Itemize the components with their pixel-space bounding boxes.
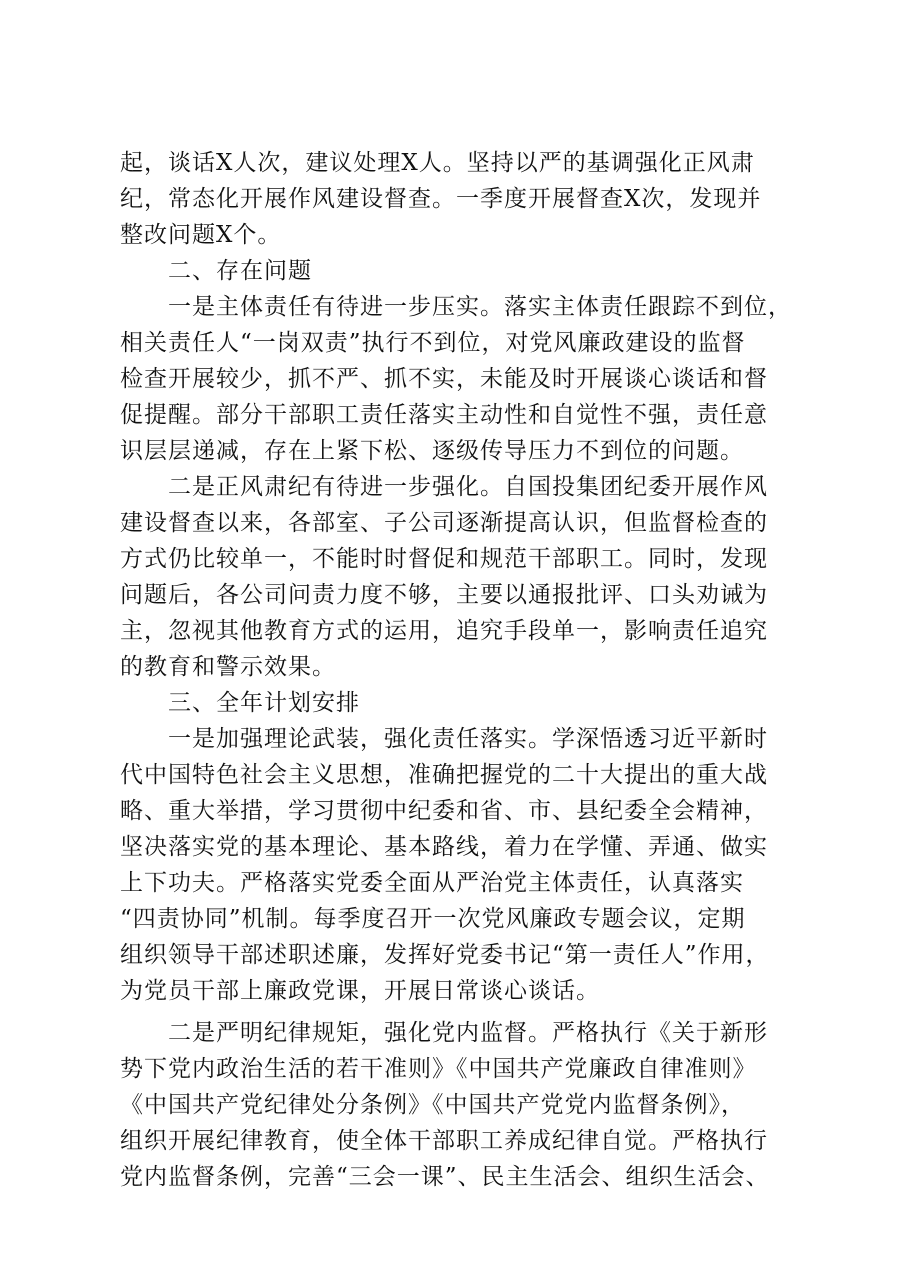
paragraph-start: 一是加强理论武装，强化责任落实。学深悟透习近平新时 <box>168 726 768 752</box>
text-line: 起，谈话Ⅹ人次，建议处理Ⅹ人。坚持以严的基调强化正风肃 <box>120 150 755 176</box>
text-line: 的教育和警示效果。 <box>120 654 336 680</box>
text-line: 党内监督条例，完善“三会一课”、民主生活会、组织生活会、 <box>120 1164 770 1190</box>
paragraph-start: 二是严明纪律规矩，强化党内监督。严格执行《关于新形 <box>168 1020 768 1046</box>
section-heading: 三、全年计划安排 <box>168 690 360 716</box>
paragraph-start: 一是主体责任有待进一步压实。落实主体责任跟踪不到位， <box>168 294 792 320</box>
document-body <box>120 145 796 1195</box>
text-line: “四责协同”机制。每季度召开一次党风廉政专题会议，定期 <box>120 906 746 932</box>
text-line: 为党员干部上廉政党课，开展日常谈心谈话。 <box>120 978 600 1004</box>
text-line: 势下党内政治生活的若干准则》《中国共产党廉政自律准则》 <box>120 1056 757 1082</box>
text-line: 相关责任人“一岗双责”执行不到位，对党风廉政建设的监督 <box>120 330 746 356</box>
text-line: 整改问题Ⅹ个。 <box>120 222 282 248</box>
text-line: 上下功夫。严格落实党委全面从严治党主体责任，认真落实 <box>120 870 744 896</box>
text-line: 组织领导干部述职述廉，发挥好党委书记“第一责任人”作用， <box>120 942 770 968</box>
text-line: 检查开展较少，抓不严、抓不实，未能及时开展谈心谈话和督 <box>120 366 768 392</box>
text-line: 建设督查以来，各部室、子公司逐渐提高认识，但监督检查的 <box>120 510 768 536</box>
text-line: 坚决落实党的基本理论、基本路线，着力在学懂、弄通、做实 <box>120 834 768 860</box>
text-line: 略、重大举措，学习贯彻中纪委和省、市、县纪委全会精神， <box>120 798 768 824</box>
text-line: 纪，常态化开展作风建设督查。一季度开展督查Ⅹ次，发现并 <box>120 186 762 212</box>
text-line: 识层层递减，存在上紧下松、逐级传导压力不到位的问题。 <box>120 438 744 464</box>
text-line: 《中国共产党纪律处分条例》《中国共产党党内监督条例》， <box>120 1092 745 1118</box>
text-line: 方式仍比较单一，不能时时督促和规范干部职工。同时，发现 <box>120 546 768 572</box>
paragraph-start: 二是正风肃纪有待进一步强化。自国投集团纪委开展作风 <box>168 474 768 500</box>
text-line: 问题后，各公司问责力度不够，主要以通报批评、口头劝诫为 <box>120 582 768 608</box>
section-heading: 二、存在问题 <box>168 258 312 284</box>
text-line: 组织开展纪律教育，使全体干部职工养成纪律自觉。严格执行 <box>120 1128 768 1154</box>
text-line: 代中国特色社会主义思想，准确把握党的二十大提出的重大战 <box>120 762 768 788</box>
text-line: 促提醒。部分干部职工责任落实主动性和自觉性不强，责任意 <box>120 402 768 428</box>
text-line: 主，忽视其他教育方式的运用，追究手段单一，影响责任追究 <box>120 618 768 644</box>
